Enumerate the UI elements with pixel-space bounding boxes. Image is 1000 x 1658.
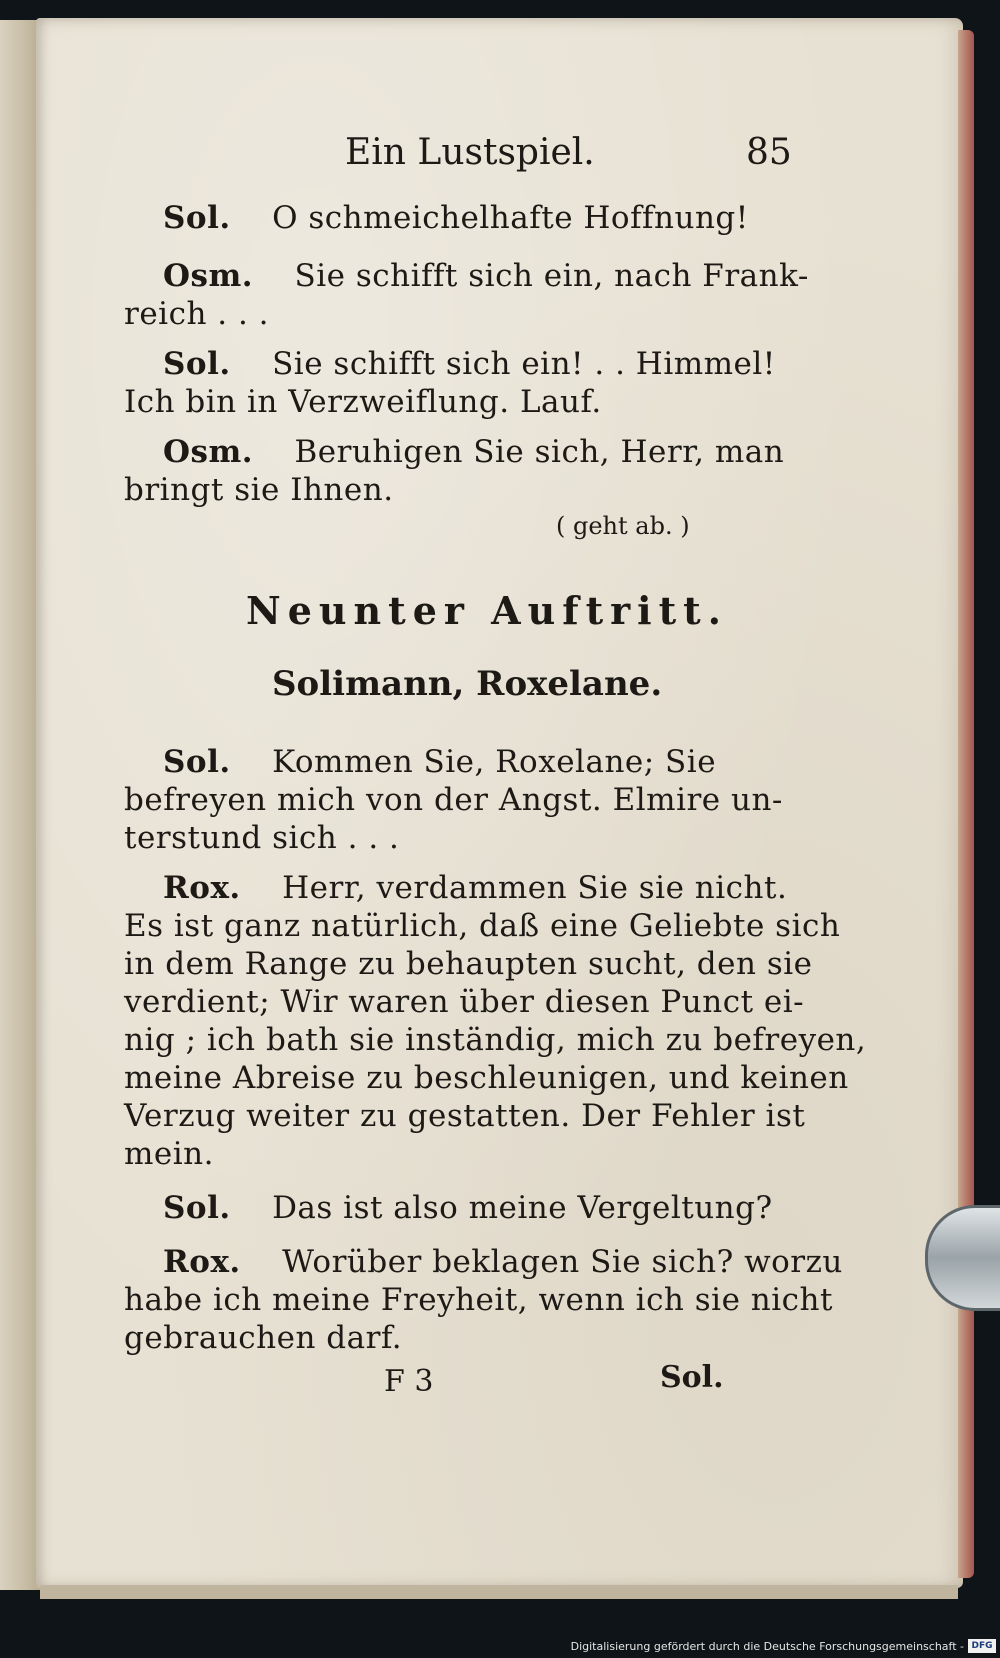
signature-mark: F 3 (384, 1364, 434, 1399)
speaker: Osm. (163, 434, 254, 470)
speech: Kommen Sie, Roxelane; Sie (272, 744, 717, 780)
speech: O schmeichelhafte Hoffnung! (272, 200, 749, 236)
scene-characters: Solimann, Roxelane. (272, 664, 663, 704)
speaker: Osm. (163, 258, 254, 294)
dialogue-continuation: gebrauchen darf. (124, 1320, 403, 1356)
catchword: Sol. (660, 1360, 724, 1395)
speech: Worüber beklagen Sie sich? worzu (282, 1244, 843, 1280)
speaker: Sol. (163, 1190, 231, 1226)
dialogue-continuation: in dem Range zu behaupten sucht, den sie (124, 946, 813, 982)
speech: Sie schifft sich ein! . . Himmel! (272, 346, 776, 382)
speech: Sie schifft sich ein, nach Frank- (294, 258, 809, 294)
speech: Beruhigen Sie sich, Herr, man (294, 434, 785, 470)
dialogue-continuation: befreyen mich von der Angst. Elmire un- (124, 782, 783, 818)
speech: Das ist also meine Vergeltung? (272, 1190, 773, 1226)
dialogue-continuation: mein. (124, 1136, 214, 1172)
page-bottom-edge (40, 1585, 958, 1599)
dialogue-line (163, 870, 787, 906)
dialogue-continuation: bringt sie Ihnen. (124, 472, 394, 508)
dialogue-line (163, 434, 784, 470)
dialogue-line (163, 1190, 773, 1226)
dialogue-continuation: nig ; ich bath sie inständig, mich zu befreyen, (124, 1022, 867, 1058)
digitization-note: Digitalisierung gefördert durch die Deutsche Forschungsgemeinschaft - (570, 1640, 964, 1653)
dialogue-continuation: habe ich meine Freyheit, wenn ich sie nicht (124, 1282, 833, 1318)
speech: Herr, verdammen Sie sie nicht. (282, 870, 788, 906)
dialogue-continuation: meine Abreise zu beschleunigen, und keinen (124, 1060, 849, 1096)
speaker: Sol. (163, 200, 231, 236)
dialogue-continuation: terstund sich . . . (124, 820, 400, 856)
dialogue-continuation: reich . . . (124, 296, 270, 332)
scene-title: Neunter Auftritt. (246, 588, 728, 633)
stage-direction: ( geht ab. ) (556, 512, 690, 540)
dialogue-line (163, 1244, 843, 1280)
speaker: Rox. (163, 870, 241, 906)
dialogue-continuation: Es ist ganz natürlich, daß eine Geliebte sich (124, 908, 841, 944)
dialogue-line (163, 346, 776, 382)
dialogue-continuation: Ich bin in Verzweiflung. Lauf. (124, 384, 602, 420)
speaker: Sol. (163, 744, 231, 780)
dialogue-line (163, 200, 749, 236)
dialogue-continuation: Verzug weiter zu gestatten. Der Fehler ist (124, 1098, 806, 1134)
speaker: Rox. (163, 1244, 241, 1280)
running-title: Ein Lustspiel. (345, 132, 595, 173)
dialogue-line (163, 744, 716, 780)
dfg-logo: DFG (968, 1639, 996, 1653)
dialogue-continuation: verdient; Wir waren über diesen Punct ei- (124, 984, 805, 1020)
dialogue-line (163, 258, 809, 294)
page-number: 85 (746, 132, 792, 173)
speaker: Sol. (163, 346, 231, 382)
page-side-edge (958, 30, 974, 1578)
